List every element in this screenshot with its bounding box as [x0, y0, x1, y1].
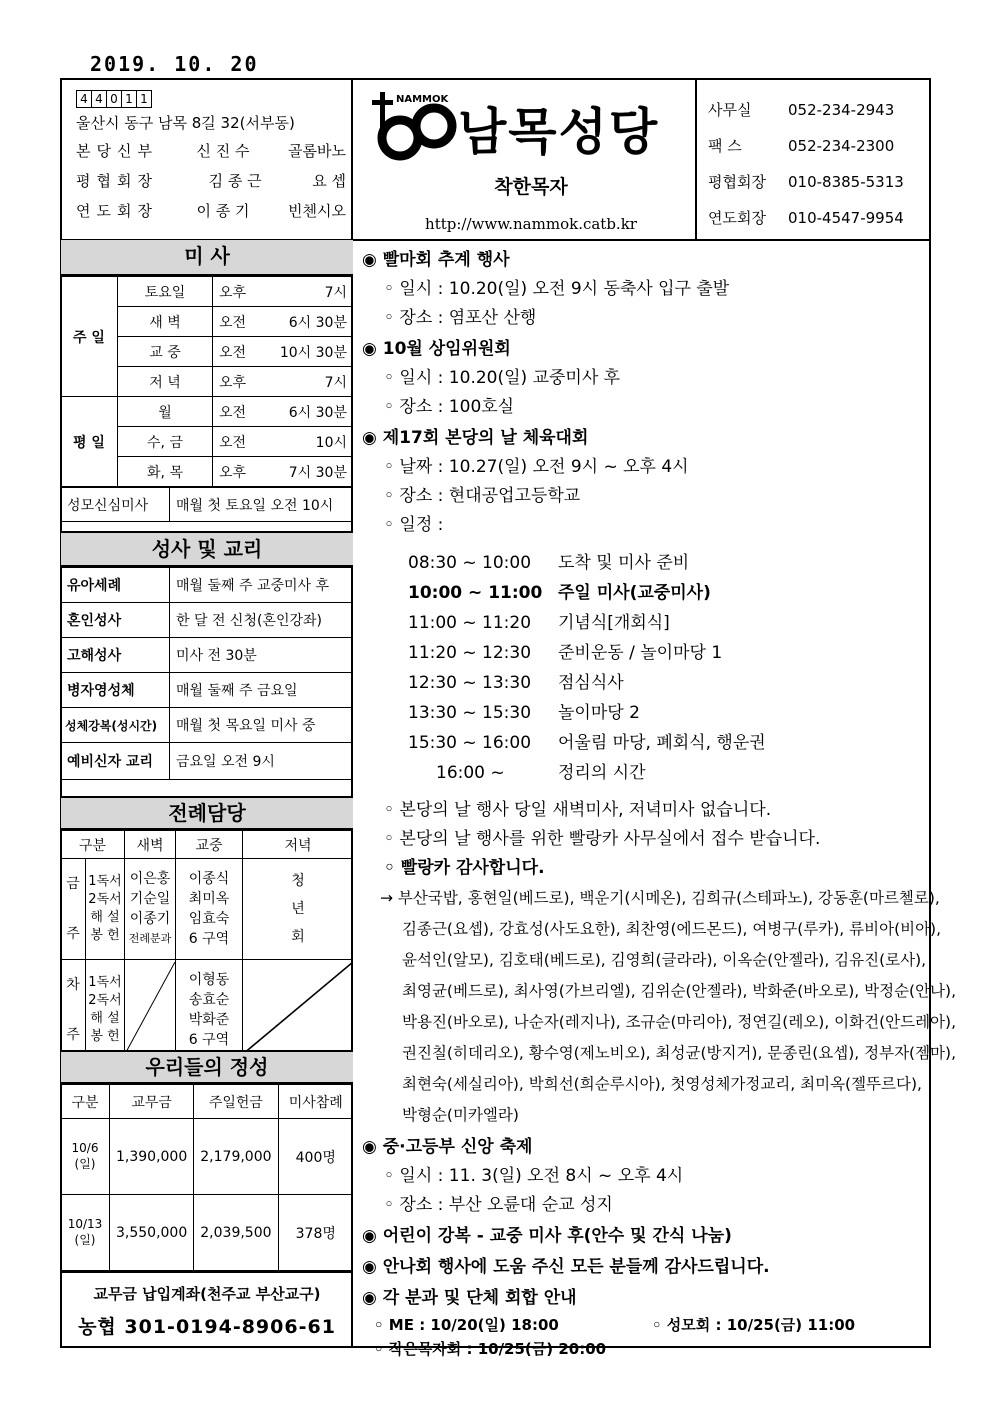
schedule-row: 11:00 ~ 11:20 기념식[개회식] — [408, 613, 670, 633]
notices: ◉ 빨마회 추계 행사 ◦ 일시 : 10.20(일) 오전 9시 동축사 입구 출발 ◦ 장소 : 염포산 산행 ◉ 10월 상임위원회 ◦ 일시 : 10.20(일) 교중미사 후 ◦ 장소 : 100호실 ◉ 제17회 본당의 날 체육대회 ◦ 날짜 : 10.27(일) 오전 9시 ~ 오후 4시 ◦ 장소 : 현대공업고등학교 ◦ 일정 : 08:30 ~ 10:00 도착 및 미사 준비 10:00 ~ 11:00 주일 미사(교중미사) 11:00 ~ 11:20 기념식[개회식] 11:20 ~ 12:30 준비운동 / 놀이마당 1 12:30 ~ 13:30 점심식사 13:30 ~ 15:30 놀이마당 2 15:30 ~ 16:00 어울림 마당, 폐회식, 행운권 16:00 ~ 정리의 시간 ◦ 본당의 날 행사 당일 새벽미사, 저녁미사 없습니다. ◦ 본당의 날 행사를 위한 빨랑카 사무실에서 접수 받습니다. ◦ 빨랑카 감사합니다. → 부산국밥, 홍현일(베드로), 백운기(시메온), 김희규(스테파노), 강동훈(마르첼로), 김종근(요셉), 강효성(사도요한), 최찬영(에드몬드), 여병구(루카), 류비아(비아), 윤석인(알모), 김호태(베드로), 김영희(글라라), 이옥순(안젤라), 김유진(로사), 최영균(베드로), 최사영(가브리엘), 김위순(안젤라), 박화준(바오로), 박정순(안나), 박용진(바오로), 나순자(레지나), 조규순(마리아), 정연길(레오), 이화건(안드레아), 권진칠(히데리오), 황수영(제노비오), 최성균(방지거), 문종린(요셉), 정부자(젬마), 최현숙(세실리아), 박희선(희순루시아), 첫영성체가정교리, 최미옥(젤뚜르다), 박형순(미카엘라) ◉ 중·고등부 신앙 축제 ◦ 일시 : 11. 3(일) 오전 8시 ~ 오후 4시 ◦ 장소 : 부산 오륜대 순교 성지 ◉ 어린이 강복 - 교중 미사 후(안수 및 간식 나눔) ◉ 안나회 행사에 도움 주신 모든 분들께 감사드립니다. ◉ 각 분과 및 단체 회합 안내 ◦ ME : 10/20(일) 18:00 ◦ 성모회 : 10/25(금) 11:00 ◦ 작은목자회 : 10/25(금) 20:00 — [362, 244, 922, 1361]
marian-mass-table: 성모신심미사 매월 첫 토요일 오전 10시 — [61, 487, 353, 522]
section-title: 전례담당 — [61, 796, 353, 830]
contact-row: 팩 스 052-234-2300 — [708, 137, 895, 155]
empty-cell — [243, 960, 354, 1061]
church-logo — [366, 88, 686, 168]
address: 울산시 동구 남목 8길 32(서부동) — [76, 114, 295, 132]
notice-title: ◉ 중·고등부 신앙 축제 — [362, 1137, 533, 1157]
notice-title: ◉ 각 분과 및 단체 회합 안내 — [362, 1288, 577, 1308]
offering-section — [61, 1050, 353, 1349]
liturgy-section — [61, 796, 353, 1061]
liturgy-table: 구분 새벽 교중 저녁 금 주 1독서 2독서 해 설 봉 헌 이은홍 기순일 이종기 전례분과 이종식 최미옥 임효숙 6 구역 청 년 회 차 주 1독서 2독서 해 설 봉 헌 이형동 송효순 박화준 6 구역 — [61, 830, 353, 1061]
bulletin-date: 2019. 10. 20 — [90, 52, 259, 76]
schedule-row: 12:30 ~ 13:30 점심식사 — [408, 673, 624, 693]
account-box: 교무금 납입계좌(천주교 부산교구) 농협 301-0194-8906-61 — [61, 1271, 353, 1349]
meeting-row: ◦ ME : 10/20(일) 18:00 ◦ 성모회 : 10/25(금) 11:00 — [374, 1316, 856, 1334]
section-title: 성사 및 교리 — [61, 531, 353, 567]
section-title: 미 사 — [61, 240, 353, 276]
notice-title: ◉ 어린이 강복 - 교중 미사 후(안수 및 간식 나눔) — [362, 1226, 732, 1246]
notice-title: ◉ 제17회 본당의 날 체육대회 — [362, 428, 589, 448]
motto: 착한목자 — [494, 176, 568, 198]
schedule-row: 15:30 ~ 16:00 어울림 마당, 폐회식, 행운권 — [408, 733, 766, 753]
staff-row: 평협회장 김 종 근 요 셉 — [76, 172, 346, 190]
staff-row: 연도회장 이 종 기 빈첸시오 — [76, 202, 346, 220]
notice-title: ◉ 10월 상임위원회 — [362, 339, 511, 359]
sacraments-table: 유아세례 매월 둘째 주 교중미사 후 혼인성사 한 달 전 신청(혼인강좌) 고해성사 미사 전 30분 병자영성체 매월 둘째 주 금요일 성체강복(성시간) 매월 첫 목요일 미사 중 예비신자 교리 금요일 오전 9시 — [61, 567, 353, 780]
event-schedule — [362, 548, 922, 788]
mass-table: 주 일 토요일 오후 7시 새 벽 오전 6시 30분 교 중 오전 10시 30분 저 녁 오후 7시 평 일 월 오전 6시 30분 수, 금 오전 10시 화, 목 오후 7시 30분 — [61, 276, 353, 487]
thanks-list: → 부산국밥, 홍현일(베드로), 백운기(시메온), 김희규(스테파노), 강동훈(마르첼로), 김종근(요셉), 강효성(사도요한), 최찬영(에드몬드), 여병구(루카), 류비아(비아), 윤석인(알모), 김호태(베드로), 김영희(글라라), 이옥순(안젤라), 김유진(로사), 최영균(베드로), 최사영(가브리엘), 김위순(안젤라), 박화준(바오로), 박정순(안나), 박용진(바오로), 나순자(레지나), 조규순(마리아), 정연길(레오), 이화건(안드레아), 권진칠(히데리오), 황수영(제노비오), 최성균(방지거), 문종린(요셉), 정부자(젬마), 최현숙(세실리아), 박희선(희순루시아), 첫영성체가정교리, 최미옥(젤뚜르다), 박형순(미카엘라) — [380, 889, 957, 1124]
logo-small-text: NAMMOK — [396, 94, 449, 105]
mass-section — [61, 240, 353, 522]
church-name: 남목성당 — [458, 103, 660, 161]
contact-list — [708, 92, 904, 236]
website-link[interactable]: http://www.nammok.catb.kr — [425, 215, 637, 233]
schedule-row: 11:20 ~ 12:30 준비운동 / 놀이마당 1 — [408, 643, 723, 663]
contact-row: 사무실 052-234-2943 — [708, 101, 895, 119]
staff-row: 본당신부 신 진 수 골롬바노 — [76, 142, 346, 160]
schedule-row: 10:00 ~ 11:00 주일 미사(교중미사) — [408, 583, 711, 603]
zip-code: 4 4 0 1 1 — [76, 90, 346, 108]
schedule-row: 08:30 ~ 10:00 도착 및 미사 준비 — [408, 553, 690, 573]
parish-info — [76, 90, 346, 226]
section-title: 우리들의 정성 — [61, 1050, 353, 1084]
notice-title: ◉ 안나회 행사에 도움 주신 모든 분들께 감사드립니다. — [362, 1257, 770, 1277]
notice-title: ◉ 빨마회 추계 행사 — [362, 250, 510, 270]
empty-cell — [125, 960, 176, 1061]
schedule-row: 13:30 ~ 15:30 놀이마당 2 — [408, 703, 640, 723]
contact-row: 연도회장 010-4547-9954 — [708, 209, 904, 227]
sacraments-section — [61, 531, 353, 780]
contact-row: 평협회장 010-8385-5313 — [708, 173, 904, 191]
meeting-row: ◦ 작은목자회 : 10/25(금) 20:00 — [374, 1340, 607, 1358]
offering-table: 구분 교무금 주일헌금 미사참례 10/6 (일) 1,390,000 2,179,000 400명 10/13 (일) 3,550,000 2,039,500 378명 — [61, 1084, 353, 1271]
schedule-row: 16:00 ~ 정리의 시간 — [436, 763, 646, 783]
